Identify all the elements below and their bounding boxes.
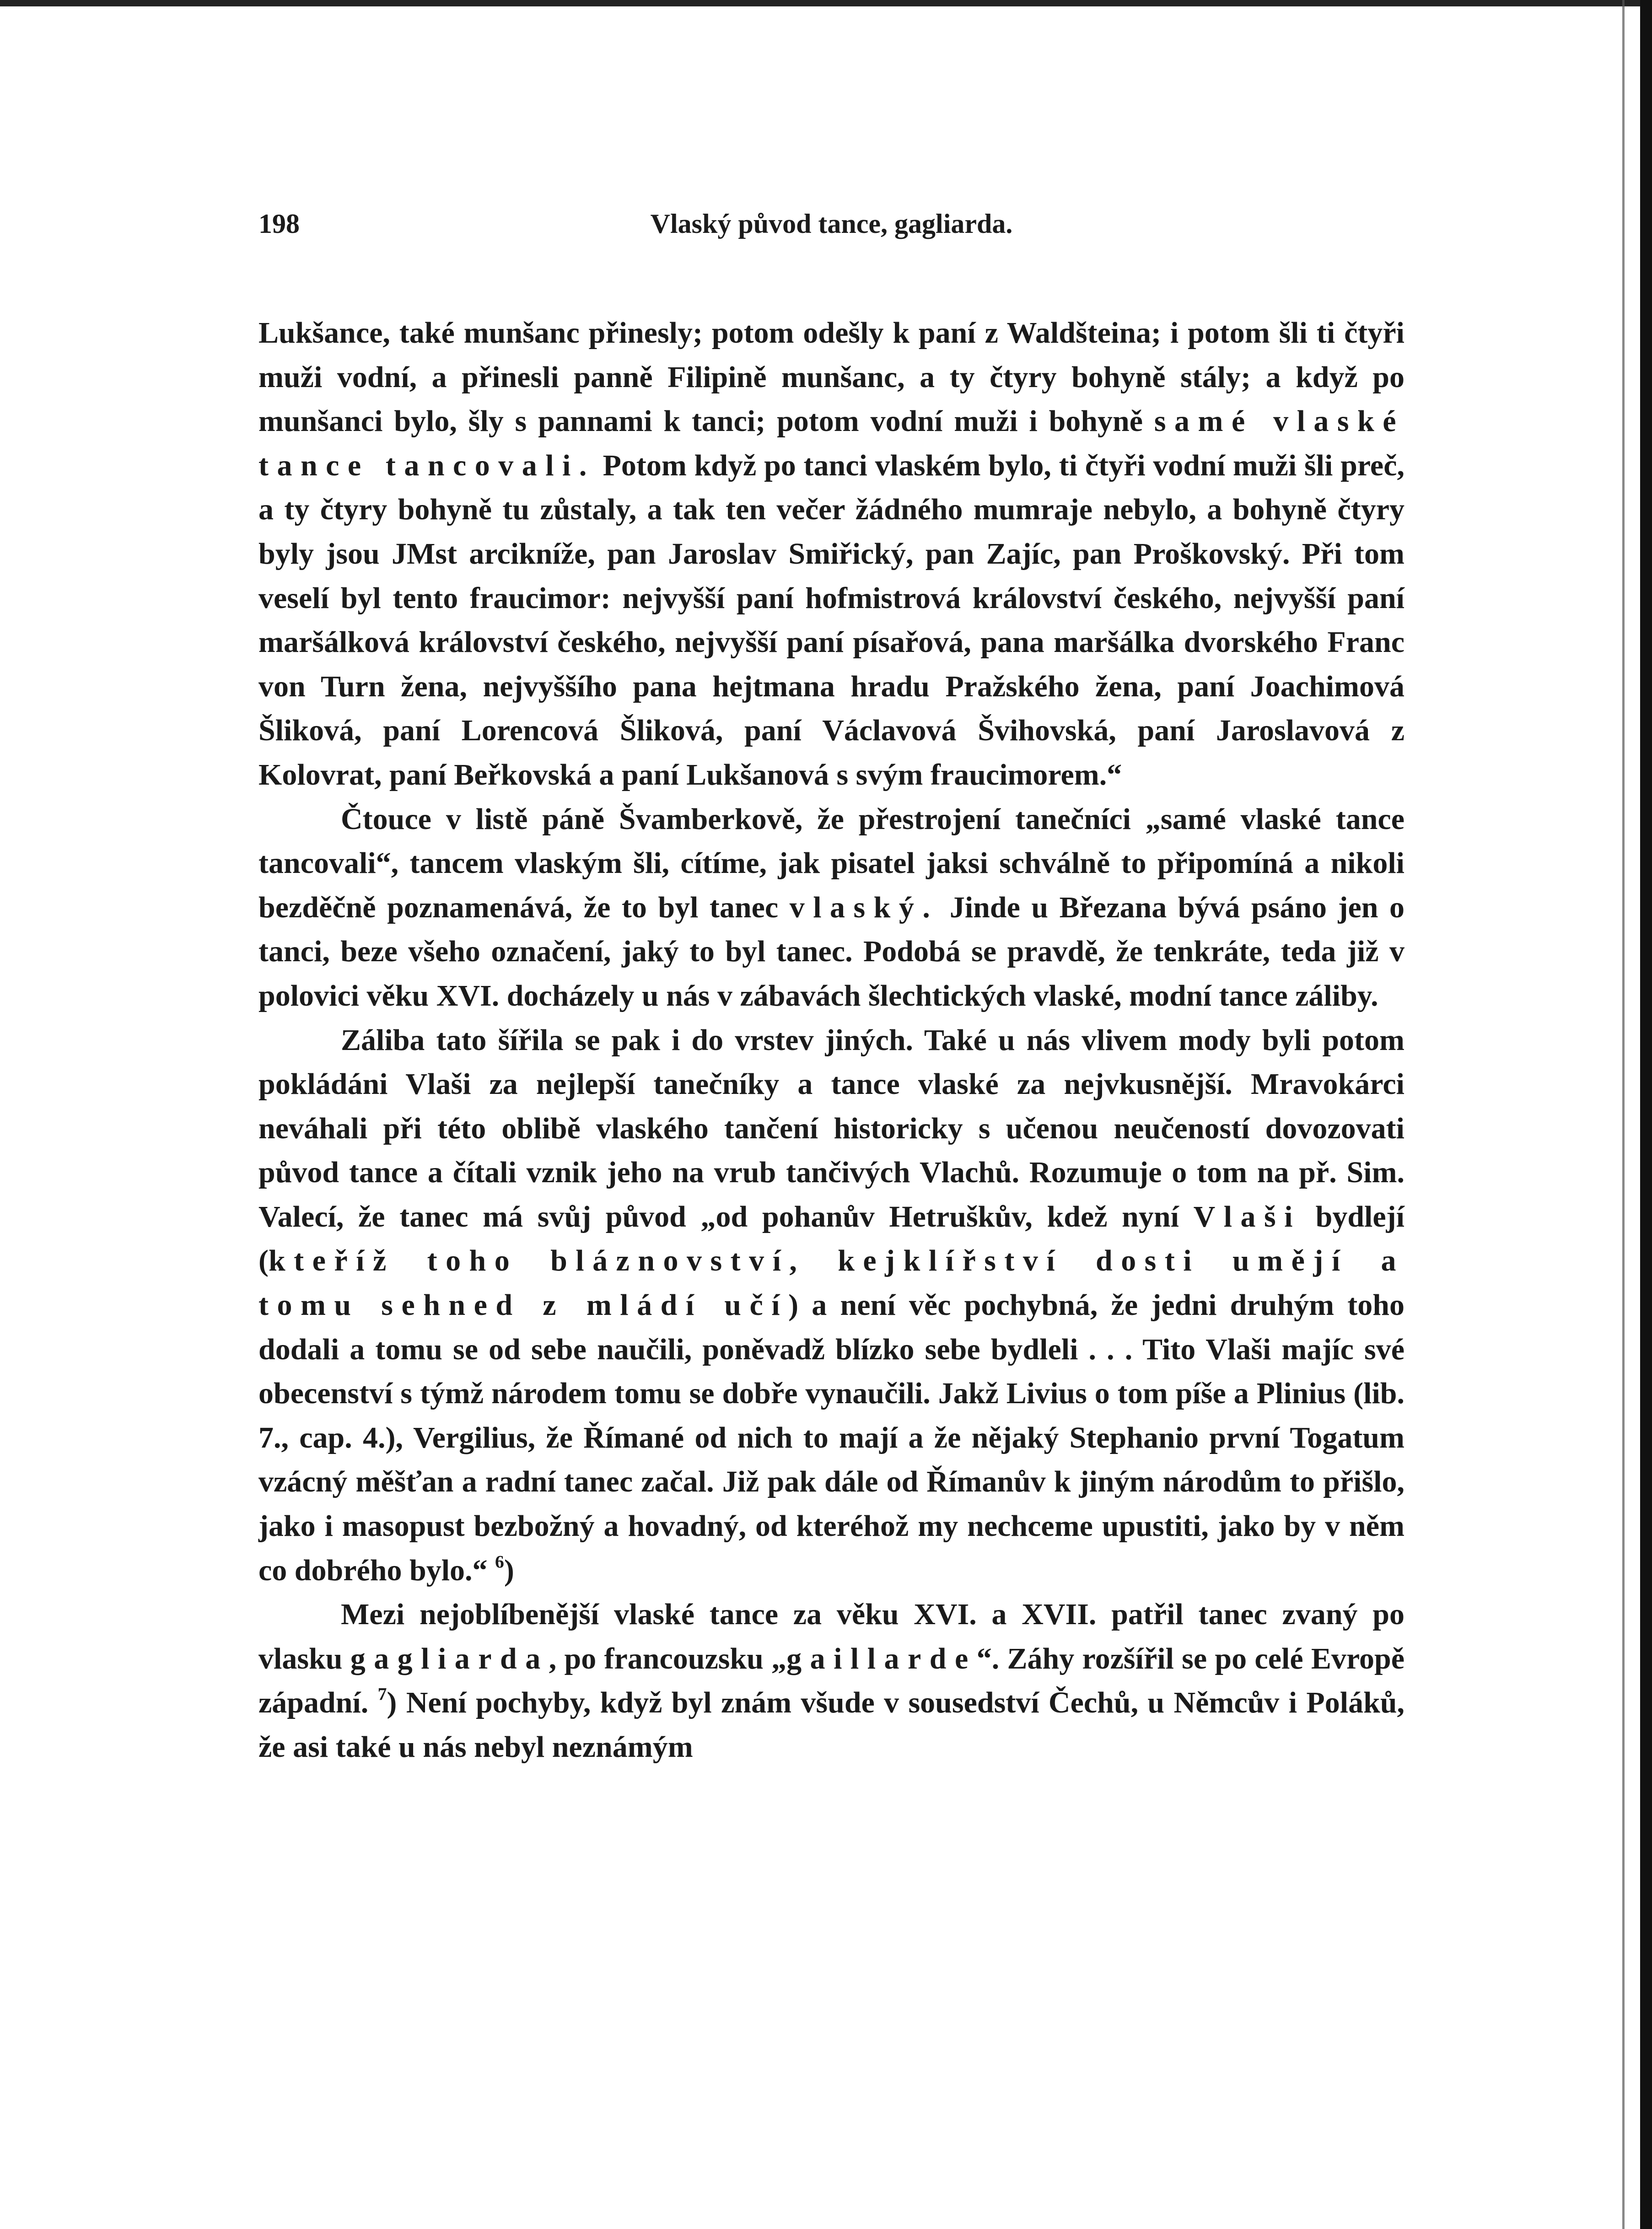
paragraph <box>258 1593 1404 1769</box>
text-run: Záliba tato šířila se pak i do vrstev jiných. Také u nás vlivem mody byli potom pokládáni Vlaši za nejlepší tanečníky a tance vlaské za nejvkusnější. Mravokárci neváhali při této oblibě vlaského tančení historicky s učenou neučeností dovozovati původ tance a čítali vznik jeho na vrub tančivých Vlachů. Rozumuje o tom na př. Sim. Valecí, že tanec má svůj původ „od pohanův Hetruškův, kdež nyní <box>258 1023 1404 1233</box>
text-run: “. Záhy rozšířil se po celé Evropě západní. <box>258 1642 1405 1720</box>
spaced-emphasis: gagliarda <box>350 1642 549 1675</box>
footnote-marker: 7 <box>377 1684 387 1704</box>
spaced-emphasis: gaillarde <box>786 1642 977 1675</box>
paragraph-continued <box>258 311 1404 797</box>
text-run: ) <box>504 1553 514 1587</box>
text-run: , po francouzsku „ <box>549 1642 787 1675</box>
footnote-marker: 6 <box>495 1551 504 1572</box>
text-run: Čtouce v listě páně Švamberkově, že přestrojení tanečníci „samé vlaské tance tancovali“, tancem vlaským šli, cítíme, jak pisatel jaksi schválně to připomíná a nikoli bezděčně poznamenává, že to byl tanec <box>258 802 1404 924</box>
text-run: ) a není věc pochybná, že jedni druhým toho dodali a tomu se od sebe naučili, poněvadž blízko sebe bydleli . . . Tito Vlaši majíc své obecenství s týmž národem tomu se dobře vynaučili. Jakž Livius o tom píše a Plinius (lib. 7., cap. 4.), Vergilius, že Římané od nich to mají a že nějaký Stephanio první Togatum vzácný měšťan a radní tanec začal. Již pak dále od Římanův k jiným národům to přišlo, jako i masopust bezbožný a hovadný, od kteréhož my nechceme upustiti, jako by v něm co dobrého bylo.“ <box>258 1288 1404 1587</box>
text-run: bydlejí ( <box>258 1200 1404 1278</box>
page-header <box>258 208 1404 263</box>
text-run: Lukšance, také munšanc přinesly; potom odešly k paní z Waldšteina; i potom šli ti čtyři muži vodní, a přinesli panně Filipině munšanc, a ty čtyry bohyně stály; a když po munšanci bylo, šly s pannami k tanci; potom vodní muži i bohyně <box>258 316 1404 438</box>
scan-edge-right <box>1640 0 1652 2229</box>
page-number: 198 <box>258 209 300 239</box>
spaced-emphasis: Vlaši <box>1193 1200 1301 1233</box>
scan-edge-top <box>0 0 1652 6</box>
text-run: Potom když po tanci vlaském bylo, ti čtyři vodní muži šli preč, a ty čtyry bohyně tu zůstaly, a tak ten večer žádného mumraje nebylo, a bohyně čtyry byly jsou JMst arcikníže, pan Jaroslav Smiřický, pan Zajíc, pan Proškovský. Při tom veselí byl tento fraucimor: nejvyšší paní hofmistrová království českého, nejvyšší paní maršálková království českého, nejvyšší paní písařová, pana maršálka dvorského Franc von Turn žena, nejvyššího pana hejtmana hradu Pražského žena, paní Joachimová Šliková, paní Lorencová Šliková, paní Václavová Švihovská, paní Jaroslavová z Kolovrat, paní Beřkovská a paní Lukšanová s svým fraucimorem.“ <box>258 448 1404 791</box>
running-title: Vlaský původ tance, gagliarda. <box>650 209 1013 239</box>
scan-edge-fold <box>1622 0 1625 2229</box>
text-run: Mezi nejoblíbenější vlaské tance za věku XVI. a XVII. patřil tanec zvaný po vlasku <box>258 1598 1404 1675</box>
spaced-emphasis: kteříž toho bláznovství, kejklířství dosti umějí a tomu sehned z mládí učí <box>258 1244 1404 1322</box>
text-run: Jinde u Březana bývá psáno jen o tanci, beze všeho označení, jaký to byl tanec. Podobá se pravdě, že tenkráte, teda již v polovici věku XVI. docházely u nás v zábavách šlechtických vlaské, modní tance záliby. <box>258 890 1405 1012</box>
spaced-emphasis: samé vlaské tance tancovali. <box>258 404 1404 482</box>
body-text <box>258 311 1404 1770</box>
paragraph <box>258 797 1404 1018</box>
paragraph <box>258 1018 1404 1593</box>
spaced-emphasis: vlaský. <box>789 890 939 924</box>
book-page <box>258 208 1404 1770</box>
text-run: ) Není pochyby, když byl znám všude v sousedství Čechů, u Němcův i Poláků, že asi také u nás nebyl neznámým <box>258 1686 1404 1764</box>
